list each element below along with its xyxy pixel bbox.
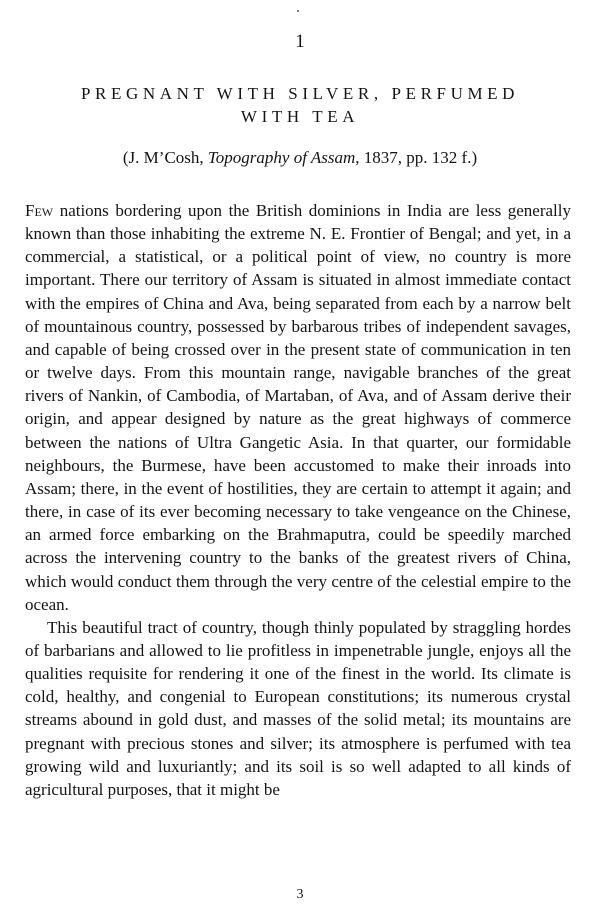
paragraph-1 <box>25 199 571 616</box>
chapter-title <box>20 82 580 128</box>
chapter-title-line1: PREGNANT WITH SILVER, PERFUMED <box>80 84 520 103</box>
chapter-number: 1 <box>295 31 305 52</box>
page-number: 3 <box>296 887 304 902</box>
chapter-title-line2: WITH TEA <box>240 107 360 126</box>
citation-author: (J. M’Cosh, <box>122 148 208 167</box>
citation-work-title: Topography of Assam <box>207 148 356 167</box>
paragraph-1-text: nations bordering upon the British dominions in India are less generally known than those inhabiting the extreme N. E. Frontier of Bengal; and yet, in a commercial, a statistical, or a political point of view, no country is more important. There our territory of Assam is situated in almost immediate contact with the empires of China and Ava, being separated from each by a narrow belt of mountainous country, possessed by barbarous tribes of independent savages, and capable of being crossed over in the present state of communication in ten or twelve days. From this mountain range, navigable branches of the great rivers of Nankin, of Cambodia, of Martaban, of Ava, and of Assam derive their origin, and appear designed by nature as the great highways of commerce between the nations of Ultra Gangetic Asia. In that quarter, our formidable neighbours, the Burmese, have been accustomed to make their inroads into Assam; there, in the event of hostilities, they are certain to attempt it again; and there, in case of its ever becoming necessary to take vengeance on the Chinese, an armed force embarking on the Brahmaputra, could be speedily marched across the intervening country to the banks of the greatest rivers of China, which would conduct them through the very centre of the celestial empire to the ocean. <box>25 201 571 614</box>
paragraph-1-lead: Few <box>25 201 54 220</box>
paragraph-2: This beautiful tract of country, though thinly populated by straggling hordes of barbarians and allowed to lie profitless in impenetrable jungle, enjoys all the qualities requisite for rendering it one of the finest in the world. Its climate is cold, healthy, and congenial to European constitutions; its numerous crystal streams abound in gold dust, and masses of the solid metal; its mountains are pregnant with precious stones and silver; its atmosphere is perfumed with tea growing wild and luxuriantly; and its soil is so well adapted to all kinds of agricultural purposes, that it might be <box>25 617 571 799</box>
top-ink-mark <box>297 10 299 12</box>
source-citation <box>0 148 600 168</box>
citation-pages: , 1837, pp. 132 f.) <box>355 148 478 167</box>
body-text <box>25 199 571 801</box>
